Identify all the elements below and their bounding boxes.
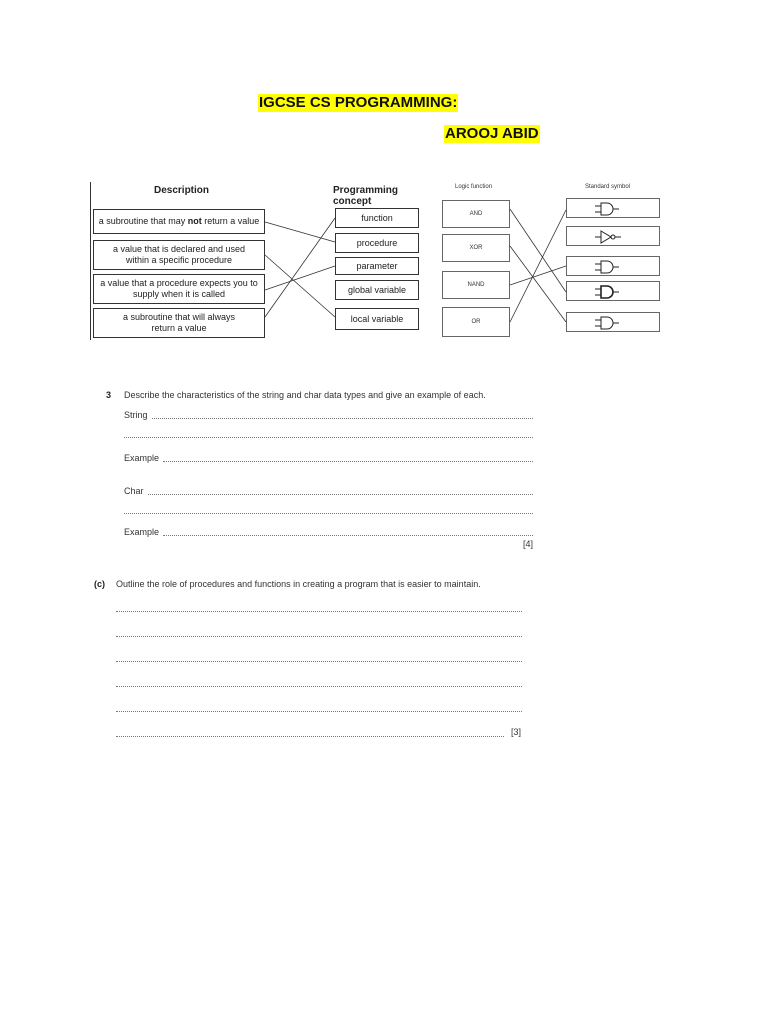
answer-line[interactable] <box>116 711 522 712</box>
answer-line[interactable] <box>163 461 533 462</box>
logic-function-box: NAND <box>442 271 510 299</box>
description-text-3: a value that a procedure expects you to supply when it is called <box>100 278 258 299</box>
marks-badge: [3] <box>511 727 522 737</box>
logic-matching-lines <box>440 182 662 342</box>
answer-line[interactable] <box>124 513 533 514</box>
answer-label-char: Char <box>124 486 144 496</box>
question-3-number: 3 <box>106 390 112 400</box>
standard-symbol-header: Standard symbol <box>585 184 631 190</box>
question-c-number: (c) <box>94 579 105 589</box>
answer-label-example: Example <box>124 453 160 463</box>
marks-badge: [4] <box>523 539 534 549</box>
concept-box: local variable <box>335 308 419 330</box>
answer-line[interactable] <box>116 636 522 637</box>
question-3-prompt: Describe the characteristics of the string and char data types and give an example of each. <box>124 390 486 400</box>
description-text-4: a subroutine that will always return a value <box>122 312 236 333</box>
concept-box: function <box>335 208 419 228</box>
description-text-1: a subroutine that may not return a value <box>98 216 260 226</box>
concept-header: Programming concept <box>333 185 399 207</box>
concept-box: global variable <box>335 280 419 300</box>
matching-exercise <box>90 182 435 342</box>
logic-function-box: XOR <box>442 234 510 262</box>
logic-function-header: Logic function <box>455 184 493 190</box>
answer-label-string: String <box>124 410 148 420</box>
matching-lines <box>90 182 435 342</box>
description-text-2: a value that is declared and used within a specific procedure <box>112 244 246 265</box>
answer-line[interactable] <box>163 535 533 536</box>
concept-box: parameter <box>335 257 419 275</box>
answer-line[interactable] <box>148 494 533 495</box>
answer-line[interactable] <box>116 611 522 612</box>
answer-label-example: Example <box>124 527 160 537</box>
answer-line[interactable] <box>116 686 522 687</box>
logic-function-box: OR <box>442 307 510 337</box>
concept-box: procedure <box>335 233 419 253</box>
answer-line[interactable] <box>116 736 504 737</box>
answer-line[interactable] <box>152 418 533 419</box>
answer-line[interactable] <box>124 437 533 438</box>
description-header: Description <box>154 185 210 196</box>
page-title: IGCSE CS PROGRAMMING: <box>259 94 458 111</box>
logic-function-box: AND <box>442 200 510 228</box>
author-name: AROOJ ABID <box>445 125 539 142</box>
answer-line[interactable] <box>116 661 522 662</box>
question-c-prompt: Outline the role of procedures and functions in creating a program that is easier to maintain. <box>116 579 481 589</box>
logic-exercise <box>440 182 662 342</box>
